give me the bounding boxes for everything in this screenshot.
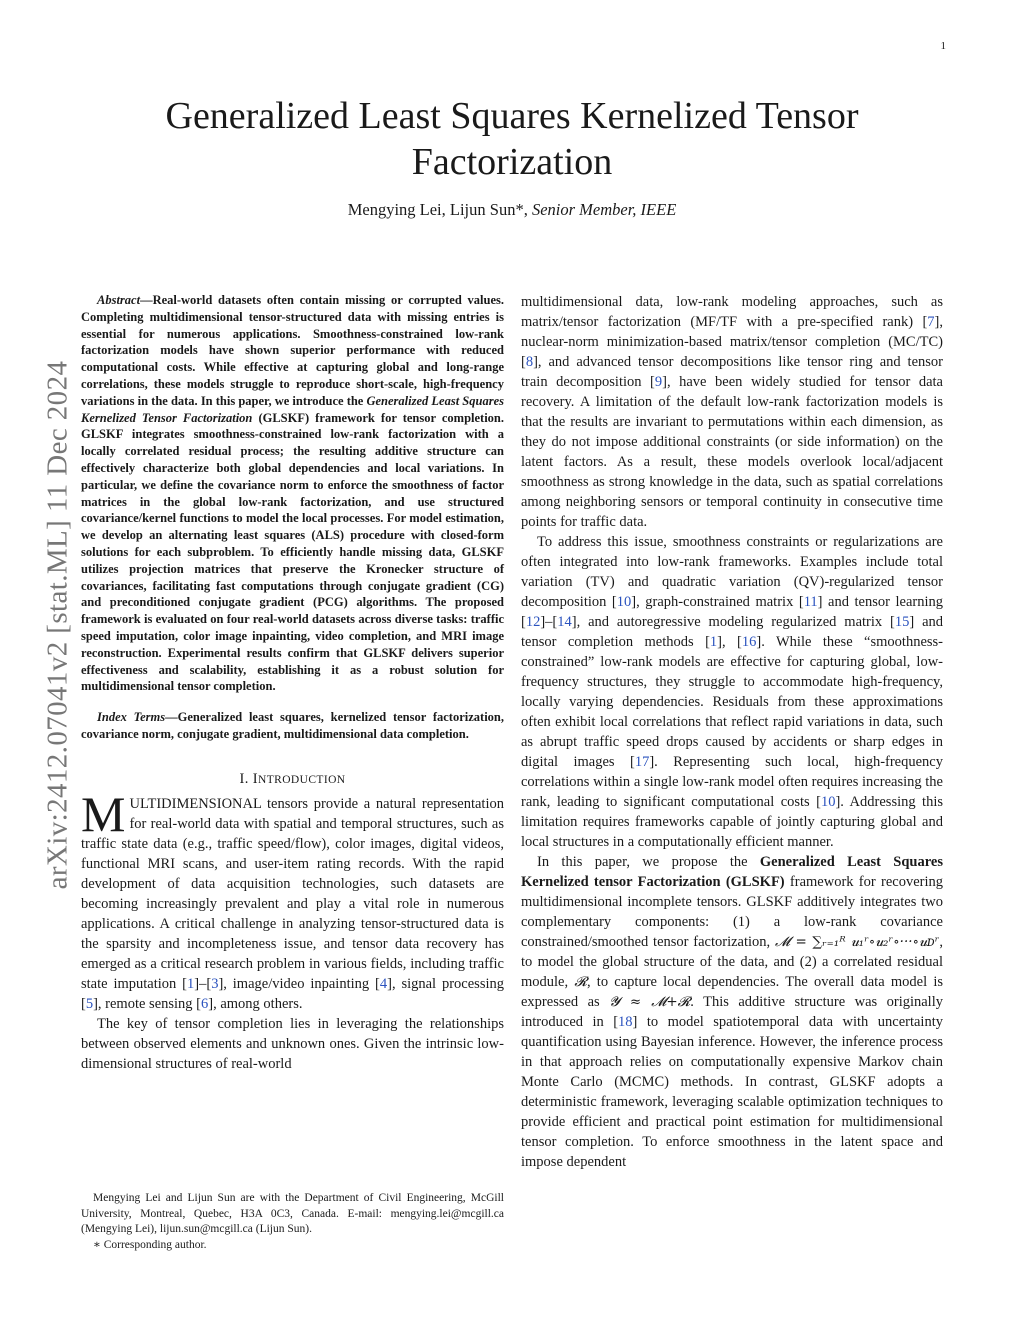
glskf-name: Generalized Least Squares Kernelized tensor Factorization (GLSKF)	[521, 854, 943, 890]
citation-link[interactable]: 6	[201, 995, 209, 1012]
intro-text: ], remote sensing [	[93, 995, 202, 1012]
index-terms-lead: Index Terms	[97, 710, 166, 725]
citation-link[interactable]: 14	[557, 614, 572, 630]
body-text: framework for recovering multidimensional incomplete tensors. GLSKF additively integrates two complementary components: (1) a low-rank covariance constrained/smoothed tensor factorization,	[521, 874, 943, 950]
citation-link[interactable]: 5	[85, 995, 94, 1012]
drop-cap: M	[81, 785, 126, 842]
body-text: ], [	[717, 634, 742, 650]
section-heading-introduction	[81, 769, 504, 790]
body-text: ], and advanced tensor decompositions like tensor ring and tensor train decomposition [	[521, 354, 943, 390]
section-title-rest: NTRODUCTION	[258, 773, 346, 786]
left-column	[81, 292, 504, 1074]
citation-link[interactable]: 7	[927, 314, 935, 330]
arxiv-identifier-stamp: arXiv:2412.07041v2 [stat.ML] 11 Dec 2024	[41, 360, 74, 890]
body-text: ]. Addressing this limitation requires frameworks capable of jointly capturing global and local structures in a computationally efficient manner.	[521, 794, 943, 850]
body-text: ] and tensor learning [	[521, 594, 943, 630]
intro-text: ], image/video inpainting [	[218, 975, 380, 992]
intro-text: ], among others.	[208, 995, 303, 1012]
citation-link[interactable]: 10	[616, 594, 632, 610]
section-first-letter: I	[252, 770, 259, 787]
abstract-lead: Abstract	[97, 293, 141, 307]
abstract-text-1: —Real-world datasets often contain missing or corrupted values. Completing multidimensional tensor-structured data with missing entries is essential for numerous applications. Smoothness-constrained low-rank factorization models have shown superior performance with reduced computational costs. While effective at capturing global and long-range correlations, these models struggle to reproduce short-scale, high-frequency variations in the data. In this paper, we introduce the	[81, 293, 504, 408]
index-terms-text: —Generalized least squares, kernelized tensor factorization, covariance norm, conjugate gradient, multidimensional data completion.	[81, 710, 504, 741]
body-text: To address this issue, smoothness constraints or regularizations are often integrated into low-rank frameworks. Examples include total variation (TV) and quadratic variation (QV)-regularized tensor decomposition [	[521, 534, 943, 610]
citation-link[interactable]: 4	[379, 975, 388, 992]
footnote	[81, 1191, 504, 1253]
intro-text: ULTIDIMENSIONAL tensors provide a natural representation for real-world data with spatial and temporal structures, such as traffic state data (e.g., traffic speed/flow), color images, digital videos, functional MRI scans, and user-item rating records. With the rapid development of data acquisition technologies, such datasets are becoming increasingly prevalent and play a vital role in numerous applications. A critical challenge in analyzing tensor-structured data is the sparsity and incompleteness issue, and tensor data recovery has emerged as a critical research problem in various fields, including traffic state imputation [	[81, 795, 504, 992]
body-text: ]. Representing such local, high-frequency correlations within a single low-rank model often requires increasing the rank, leading to significant computational costs [	[521, 754, 943, 810]
residual-symbol: 𝓡	[574, 974, 587, 990]
citation-link[interactable]: 8	[525, 354, 534, 370]
body-text: In this paper, we propose the	[537, 854, 760, 870]
body-text: , to capture local dependencies. The overall data model is expressed as	[521, 974, 943, 1010]
author-line	[100, 200, 924, 220]
body-text: ], graph-constrained matrix [	[631, 594, 804, 610]
abstract-framework-name: Generalized Least Squares Kernelized Tensor Factorization	[81, 393, 504, 425]
body-text: ], and autoregressive modeling regularized matrix [	[571, 614, 895, 630]
body-text: ], have been widely studied for tensor data recovery. A limitation of the default low-rank factorization models is that the results are invariant to permutations within each dimension, as they do not impose additional constraints (or side information) on the latent factors. As a result, these models overlook local/adjacent smoothness as strong knowledge in the data, such as spatial correlations among neighboring sensors or temporal continuity in consecutive time points for traffic data.	[521, 374, 943, 530]
body-text: ] to model spatiotemporal data with uncertainty quantification using Bayesian inference. However, the inference process in that approach relies on computationally expensive Markov chain Monte Carlo (MCMC) methods. In contrast, GLSKF adopts a deterministic framework, leveraging scalable optimization techniques to provide efficient and practical point estimation for multidimensional tensor completion. To enforce smoothness in the latent space and impose dependent	[521, 1014, 943, 1170]
page-number: 1	[940, 40, 946, 52]
body-text: ], nuclear-norm minimization-based matrix/tensor completion (MC/TC) [	[521, 314, 943, 370]
right-paragraph-1	[521, 292, 943, 532]
citation-link[interactable]: 12	[525, 614, 541, 630]
intro-text: ]–[	[194, 975, 212, 992]
body-text: . This additive structure was originally introduced in [	[521, 994, 943, 1030]
citation-link[interactable]: 15	[894, 614, 910, 630]
author-membership: Senior Member, IEEE	[531, 200, 677, 219]
footnote-corresponding: ∗ Corresponding author.	[93, 1238, 207, 1251]
paper-title: Generalized Least Squares Kernelized Tensor Factorization	[165, 95, 859, 183]
citation-link[interactable]: 18	[618, 1014, 633, 1030]
right-column	[521, 292, 943, 1172]
citation-link[interactable]: 16	[741, 634, 757, 650]
section-number: I.	[239, 770, 253, 787]
global-model-equation: 𝓜 = ∑ᵣ₌₁ᴿ 𝒖₁ʳ∘𝒖₂ʳ∘···∘𝒖ᴅʳ	[774, 934, 940, 950]
abstract	[81, 292, 504, 695]
body-text: ] and tensor completion methods [	[521, 614, 944, 650]
citation-link[interactable]: 17	[634, 754, 650, 770]
citation-link[interactable]: 11	[803, 594, 818, 610]
citation-link[interactable]: 3	[211, 975, 219, 992]
right-paragraph-2	[521, 532, 943, 852]
intro-paragraph-1	[81, 785, 504, 1014]
intro-paragraph-2: The key of tensor completion lies in leveraging the relationships between observed elements and unknown ones. Given the intrinsic low-dimensional structures of real-world	[81, 1015, 504, 1072]
index-terms	[81, 709, 504, 743]
body-text: ]–[	[540, 614, 558, 630]
citation-link[interactable]: 10	[820, 794, 836, 810]
abstract-text-2: (GLSKF) framework for tensor completion. GLSKF integrates smoothness-constrained low-rank factorization with a locally correlated residual process; the resulting additive structure can effectively characterize both global dependencies and local variations. In particular, we define the covariance norm to enforce the smoothness of factor matrices in the global low-rank factorization, and use structured covariance/kernel functions to model the local processes. For model estimation, we develop an alternating least squares (ALS) procedure with closed-form solutions for each subproblem. To efficiently handle missing data, GLSKF utilizes projection matrices that preserve the Kronecker structure of covariances, facilitating fast computations through conjugate gradient (CG) and preconditioned conjugate gradient (PCG) algorithms. The proposed framework is evaluated on four real-world datasets across diverse tasks: traffic speed imputation, color image inpainting, video completion, and MRI image reconstruction. Experimental results confirm that GLSKF delivers superior effectiveness and scalability, establishing it as a robust solution for multidimensional tensor completion.	[81, 410, 504, 694]
citation-link[interactable]: 9	[654, 374, 663, 390]
footnote-affiliation: Mengying Lei and Lijun Sun are with the Department of Civil Engineering, McGill University, Montreal, Quebec, H3A 0C3, Canada. E-mail: mengying.lei@mcgill.ca (Mengying Lei), lijun.sun@mcgill.ca (Lijun Sun).	[81, 1192, 504, 1235]
author-names: Mengying Lei, Lijun Sun*,	[347, 200, 532, 219]
data-model-equation: 𝓨 ≈ 𝓜+𝓡	[609, 994, 691, 1010]
body-text: multidimensional data, low-rank modeling approaches, such as matrix/tensor factorization (MF/TF with a pre-specified rank) [	[521, 294, 943, 330]
body-text: , to model the global structure of the data, and (2) a correlated residual module,	[521, 934, 943, 990]
intro-text: ], signal processing [	[81, 975, 504, 1012]
body-text: ]. While these “smoothness-constrained” low-rank models are effective for capturing global, low-frequency structures, they struggle to accommodate high-frequency, locally varying dependencies. Residuals from these approximations often exhibit local correlations that reflect rapid variations in data, such as abrupt traffic speed drops caused by accidents or sharp edges in digital images [	[521, 634, 943, 770]
right-paragraph-3	[521, 852, 943, 1172]
citation-link[interactable]: 1	[709, 634, 718, 650]
citation-link[interactable]: 1	[187, 975, 195, 992]
